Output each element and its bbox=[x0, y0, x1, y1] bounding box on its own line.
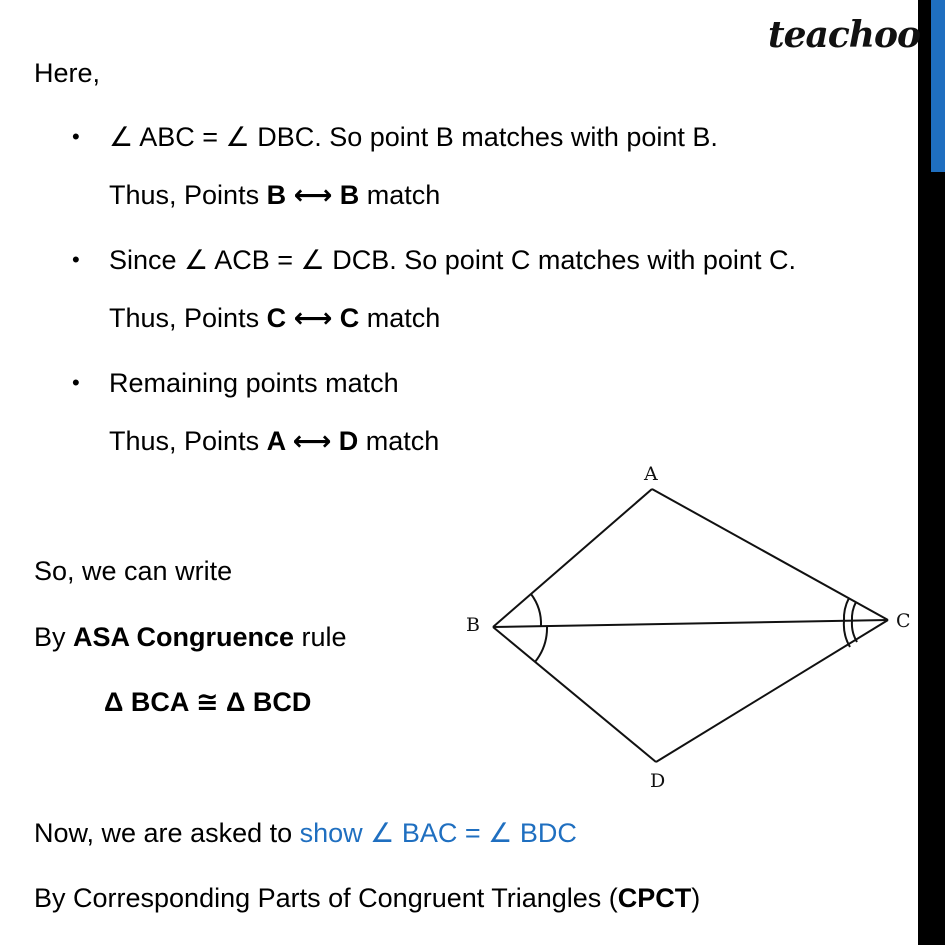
scrollbar-thumb[interactable] bbox=[931, 0, 945, 172]
thus-match-bold: B ⟷ B bbox=[266, 180, 360, 210]
cpct-prefix: By Corresponding Parts of Congruent Triangles ( bbox=[34, 883, 618, 913]
bullet-1-thus bbox=[109, 179, 440, 211]
thus-suffix: match bbox=[359, 180, 441, 210]
angle-dbc-arc bbox=[535, 626, 547, 662]
point-b-label: B bbox=[466, 614, 480, 636]
scrollbar-track[interactable] bbox=[931, 172, 945, 945]
show-prefix: Now, we are asked to bbox=[34, 818, 300, 848]
thus-prefix: Thus, Points bbox=[109, 180, 267, 210]
thus-suffix: match bbox=[358, 426, 440, 456]
quadrilateral-diagram bbox=[455, 455, 915, 825]
asa-rule-line bbox=[34, 621, 347, 653]
cpct-suffix: ) bbox=[691, 883, 701, 913]
so-we-can-write: So, we can write bbox=[34, 556, 233, 586]
thus-prefix: Thus, Points bbox=[109, 303, 267, 333]
bullet-1-text: ∠ ABC = ∠ DBC. So point B matches with point B. bbox=[109, 122, 718, 152]
cpct-bold: CPCT bbox=[617, 883, 692, 913]
segment-bd bbox=[493, 627, 656, 762]
show-highlight: show ∠ BAC = ∠ BDC bbox=[299, 818, 577, 848]
thus-suffix: match bbox=[359, 303, 441, 333]
point-d-label: D bbox=[650, 770, 666, 792]
rule-suffix: rule bbox=[294, 622, 347, 652]
angle-acb-arc-inner bbox=[852, 602, 856, 621]
thus-match-bold: A ⟷ D bbox=[266, 426, 359, 456]
bullet-icon: • bbox=[72, 247, 80, 272]
angle-acb-arc-outer bbox=[844, 598, 849, 621]
segment-bc bbox=[493, 620, 888, 627]
bullet-2-text: Since ∠ ACB = ∠ DCB. So point C matches with point C. bbox=[109, 245, 796, 275]
segment-dc bbox=[656, 620, 888, 762]
thus-match-bold: C ⟷ C bbox=[266, 303, 360, 333]
angle-abc-arc bbox=[531, 594, 541, 626]
rule-prefix: By bbox=[34, 622, 74, 652]
rule-name: ASA Congruence bbox=[73, 622, 295, 652]
cpct-line bbox=[34, 882, 700, 914]
segment-ba bbox=[493, 489, 652, 627]
bullet-3-thus bbox=[109, 425, 439, 457]
congruence-statement: Δ BCA ≅ Δ BCD bbox=[104, 687, 312, 717]
thus-prefix: Thus, Points bbox=[109, 426, 267, 456]
point-a-label: A bbox=[644, 463, 658, 485]
segment-ac bbox=[652, 489, 888, 620]
angle-dcb-arc-inner bbox=[852, 621, 857, 642]
scrollbar[interactable] bbox=[918, 0, 945, 945]
bullet-2-thus bbox=[109, 302, 440, 334]
bullet-icon: • bbox=[72, 370, 80, 395]
bullet-icon: • bbox=[72, 124, 80, 149]
bullet-3-text: Remaining points match bbox=[109, 368, 399, 398]
teachoo-logo: teachoo bbox=[768, 14, 920, 56]
point-c-label: C bbox=[896, 610, 911, 632]
heading-here: Here, bbox=[34, 58, 101, 88]
